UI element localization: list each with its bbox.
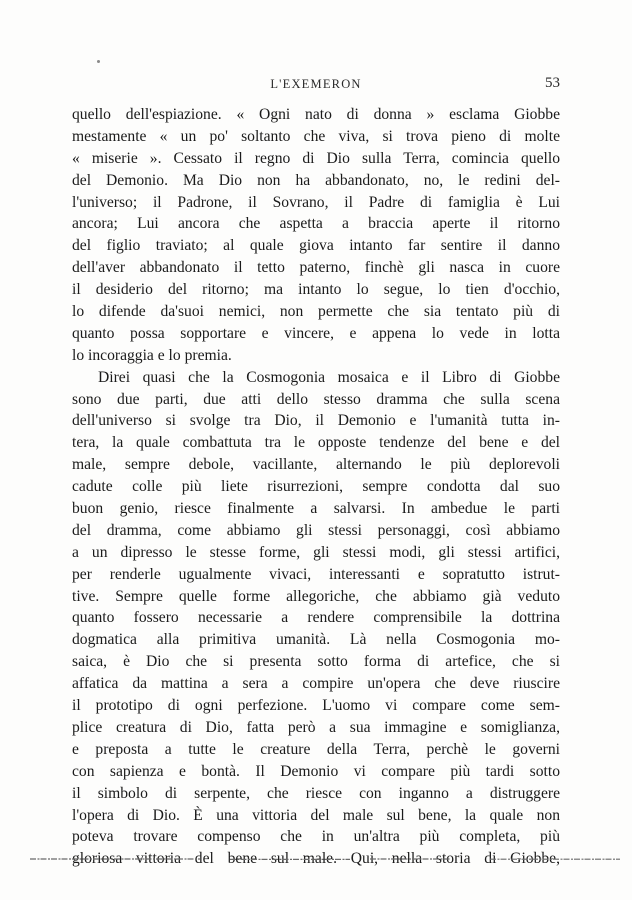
body-text: [72, 104, 560, 870]
text-line: ancora; Lui ancora che aspetta a braccia aperte il ritorno: [72, 215, 560, 233]
text-line: lo difende da'suoi nemici, non permette che sia tentato più di: [72, 303, 560, 321]
text-line: cadute colle più liete risurrezioni, sempre condotta dal suo: [72, 478, 560, 496]
text-line: quanto fossero necessarie a rendere comprensibile la dottrina: [72, 609, 560, 627]
text-line: dell'universo si svolge tra Dio, il Demonio e l'umanità tutta in-: [72, 412, 560, 430]
text-line: gloriosa vittoria del bene sul male. Qui, nella storia di Giobbe,: [72, 850, 560, 868]
text-line: tera, la quale combattuta tra le opposte tendenze del bene e del: [72, 434, 560, 452]
text-line: l'universo; il Padrone, il Sovrano, il Padre di famiglia è Lui: [72, 193, 560, 211]
paragraph-1: [72, 104, 560, 367]
paragraph-2: [72, 367, 560, 870]
text-line: tive. Sempre quelle forme allegoriche, che abbiamo già veduto: [72, 587, 560, 605]
text-line: del dramma, come abbiamo gli stessi personaggi, così abbiamo: [72, 521, 560, 539]
text-line: il simbolo di serpente, che riesce con inganno a distruggere: [72, 784, 560, 802]
text-line: lo incoraggia e lo premia.: [72, 346, 232, 364]
text-line: l'opera di Dio. È una vittoria del male sul bene, la quale non: [72, 806, 560, 824]
text-line: poteva trovare compenso che in un'altra più completa, più: [72, 828, 560, 846]
text-line: affatica da mattina a sera a compire un'opera che deve riuscire: [72, 675, 560, 693]
text-line: dell'aver abbandonato il tetto paterno, finchè gli nasca in cuore: [72, 259, 560, 277]
text-line: del Demonio. Ma Dio non ha abbandonato, no, le redini del-: [72, 171, 560, 189]
text-line: a un dipresso le stesse forme, gli stessi modi, gli stessi artifici,: [72, 543, 560, 561]
running-title: L'EXEMERON: [270, 77, 362, 91]
text-line: per renderle ugualmente vivaci, interessanti e sopratutto istrut-: [72, 565, 560, 583]
text-line: buon genio, riesce finalmente a salvarsi. In ambedue le parti: [72, 500, 560, 518]
text-line: con sapienza e bontà. Il Demonio vi compare più tardi sotto: [72, 762, 560, 780]
print-speck: [97, 60, 100, 63]
text-line: quanto possa sopportare e vincere, e appena lo vede in lotta: [72, 324, 560, 342]
text-line: « miserie ». Cessato il regno di Dio sulla Terra, comincia quello: [72, 149, 560, 167]
text-line: il prototipo di ogni perfezione. L'uomo vi compare come sem-: [72, 697, 560, 715]
text-line: dogmatica alla primitiva umanità. Là nella Cosmogonia mo-: [72, 631, 560, 649]
text-line: plice creatura di Dio, fatta però a sua immagine e somiglianza,: [72, 718, 560, 736]
page-number: 53: [545, 75, 560, 91]
text-line: male, sempre debole, vacillante, alternando le più deplorevoli: [72, 456, 560, 474]
text-line: il desiderio del ritorno; ma intanto lo segue, lo tien d'occhio,: [72, 281, 560, 299]
text-line: sono due parti, due atti dello stesso dramma che sulla scena: [72, 390, 560, 408]
text-line: saica, è Dio che si presenta sotto forma di artefice, che si: [72, 653, 560, 671]
text-line: quello dell'espiazione. « Ogni nato di donna » esclama Giobbe: [72, 106, 560, 123]
text-line: del figlio traviato; al quale giova intanto far sentire il danno: [72, 237, 560, 255]
scan-edge-mark: [30, 857, 630, 861]
text-line: e preposta a tutte le creature della Terra, perchè le governi: [72, 740, 560, 758]
text-line: Direi quasi che la Cosmogonia mosaica e il Libro di Giobbe: [98, 368, 560, 386]
running-header: [72, 77, 560, 99]
text-line: mestamente « un po' soltanto che viva, si trova pieno di molte: [72, 127, 560, 145]
